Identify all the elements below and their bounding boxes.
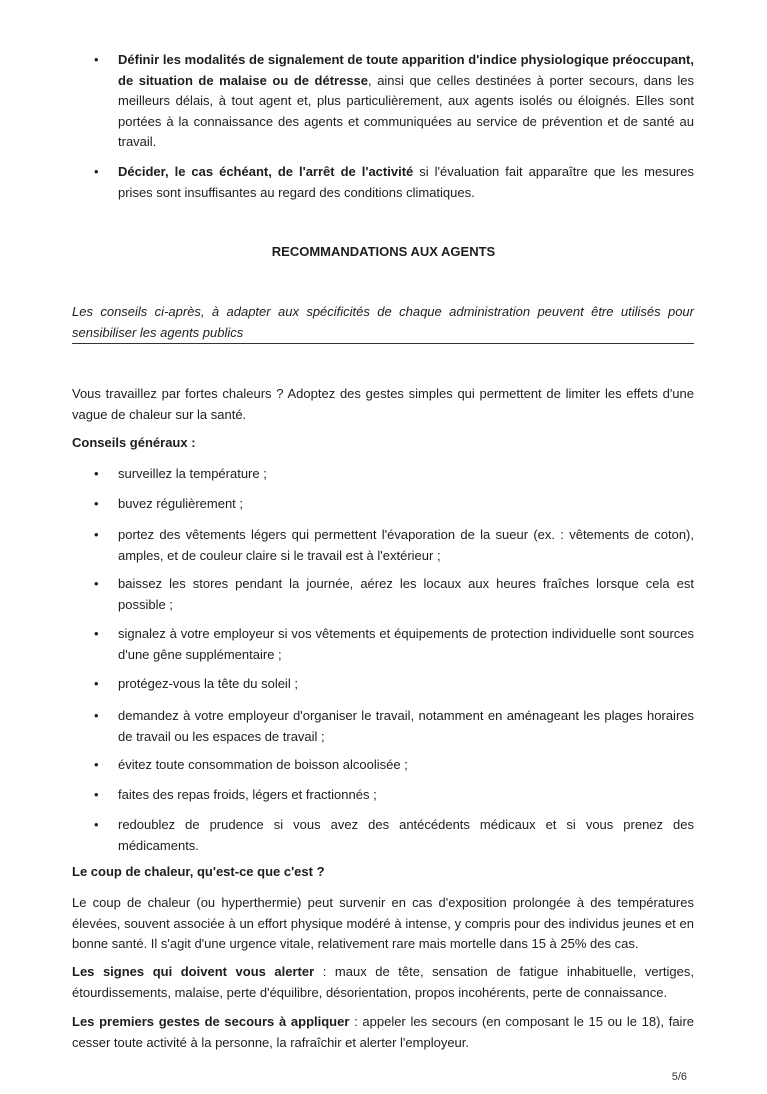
bullet-bold-text: Définir les modalités de signalement de toute apparition d'indice physiologique préoccupant, de situation de malaise ou de détresse: [118, 52, 694, 88]
list-item: • surveillez la température ;: [94, 464, 694, 485]
list-item: • faites des repas froids, légers et fractionnés ;: [94, 785, 694, 806]
bullet-icon: •: [94, 164, 99, 179]
intro-paragraph: Vous travaillez par fortes chaleurs ? Adoptez des gestes simples qui permettent de limiter les effets d'une vague de chaleur sur la santé.: [72, 386, 694, 422]
heatstroke-paragraph: Le coup de chaleur (ou hyperthermie) peut survenir en cas d'exposition prolongée à des températures élevées, souvent associée à un effort physique modéré à intense, y compris pour des individus jeunes et en bonne santé. Il s'agit d'une urgence vitale, relativement rare mais mortelle dans 15 à 25% des cas.: [72, 895, 694, 951]
list-item: • demandez à votre employeur d'organiser le travail, notamment en aménageant les plages horaires de travail ou les espaces de travail ;: [94, 708, 694, 744]
warning-signs-text: : maux de tête, sensation de fatigue inhabituelle, vertiges, étourdissements, malaise, perte d'équilibre, désorientation, propos incohérents, perte de connaissance.: [72, 964, 695, 1000]
list-item: • buvez régulièrement ;: [94, 494, 694, 515]
warning-signs-label: Les signes qui doivent vous alerter: [72, 964, 315, 979]
bullet-icon: •: [94, 626, 99, 641]
horizontal-rule: [72, 343, 694, 344]
list-item: [94, 162, 694, 203]
list-item: [94, 50, 694, 153]
list-item: • redoublez de prudence si vous avez des antécédents médicaux et si vous prenez des médicaments.: [94, 817, 694, 853]
bullet-icon: •: [94, 787, 99, 802]
heatstroke-title: Le coup de chaleur, qu'est-ce que c'est ?: [72, 864, 325, 879]
bullet-icon: •: [94, 496, 99, 511]
general-advice-title: Conseils généraux :: [72, 435, 196, 450]
bullet-icon: •: [94, 576, 99, 591]
bullet-bold-text: Décider, le cas échéant, de l'arrêt de l'activité: [118, 164, 414, 179]
first-aid-text: : appeler les secours (en composant le 15 ou le 18), faire cesser toute activité à la personne, la rafraîchir et alerter l'employeur.: [72, 1014, 694, 1050]
bullet-icon: •: [94, 676, 99, 691]
italic-note: Les conseils ci-après, à adapter aux spécificités de chaque administration peuvent être utilisés pour sensibiliser les agents publics: [72, 304, 694, 340]
page-number: 5/6: [671, 1071, 687, 1083]
list-item: • signalez à votre employeur si vos vêtements et équipements de protection individuelle sont sources d'une gêne supplémentaire ;: [94, 626, 694, 662]
bullet-icon: •: [94, 708, 99, 723]
bullet-text: si l'évaluation fait apparaître que les mesures prises sont insuffisantes au regard des conditions climatiques.: [118, 164, 694, 200]
bullet-icon: •: [94, 527, 99, 542]
section-heading: RECOMMANDATIONS AUX AGENTS: [271, 244, 496, 259]
first-aid-label: Les premiers gestes de secours à appliquer: [72, 1014, 350, 1029]
first-aid-paragraph: [72, 1012, 694, 1053]
bullet-icon: •: [94, 817, 99, 832]
list-item: • protégez-vous la tête du soleil ;: [94, 674, 694, 695]
list-item: • évitez toute consommation de boisson alcoolisée ;: [94, 755, 694, 776]
bullet-icon: •: [94, 757, 99, 772]
list-item: • baissez les stores pendant la journée, aérez les locaux aux heures fraîches lorsque cela est possible ;: [94, 576, 694, 612]
warning-signs-paragraph: [72, 962, 694, 1003]
bullet-icon: •: [94, 466, 99, 481]
bullet-text: , ainsi que celles destinées à porter secours, dans les meilleurs délais, à tout agent et, plus particulièrement, aux agents isolés ou éloignés. Elles sont portées à la connaissance des agents et communiquées au service de prévention et de santé au travail.: [118, 72, 695, 149]
bullet-icon: •: [94, 52, 99, 67]
list-item: • portez des vêtements légers qui permettent l'évaporation de la sueur (ex. : vêtements de coton), amples, et de couleur claire si le travail est à l'extérieur ;: [94, 527, 694, 563]
